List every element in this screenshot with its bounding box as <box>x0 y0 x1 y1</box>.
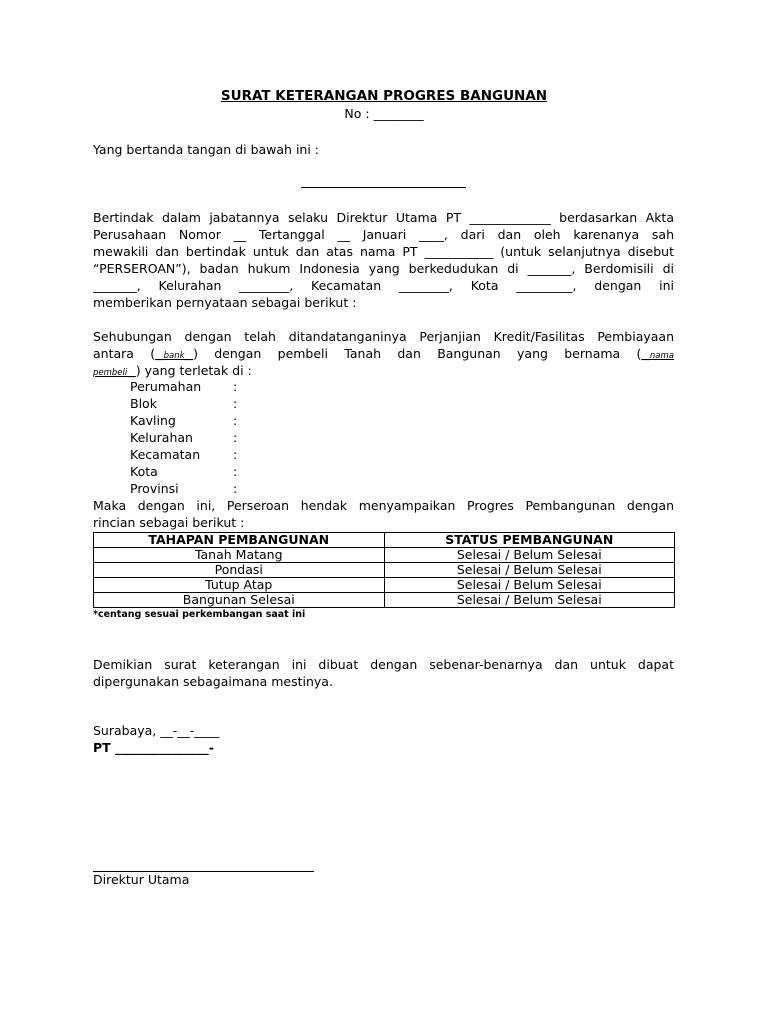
field-label: Kota <box>130 464 158 479</box>
agreement-text: ) dengan pembeli Tanah dan Bangunan yang bernama ( <box>193 346 642 361</box>
paragraph-progress <box>93 497 674 531</box>
progress-table <box>93 532 675 608</box>
place-date: Surabaya, __-__-____ <box>93 723 220 738</box>
location-field <box>130 429 237 446</box>
paragraph-line <box>93 362 674 379</box>
paragraph-line: Maka dengan ini, Perseroan hendak menyampaikan Progres Pembangunan dengan <box>93 498 674 513</box>
stage-cell: Tutup Atap <box>94 578 385 593</box>
field-label: Kavling <box>130 413 176 428</box>
table-row <box>94 578 675 593</box>
location-field <box>130 463 237 480</box>
signature-title: Direktur Utama <box>93 872 190 887</box>
field-separator: : <box>233 430 238 445</box>
paragraph-line: “PERSEROAN”), badan hukum Indonesia yang berkedudukan di _______, Berdomisili di <box>93 261 674 276</box>
status-cell: Selesai / Belum Selesai <box>384 578 675 593</box>
agreement-text: ) yang terletak di : <box>135 363 252 378</box>
buyer-placeholder: __nama <box>641 351 674 361</box>
stage-cell: Tanah Matang <box>94 548 385 563</box>
paragraph-line: Demikian surat keterangan ini dibuat dengan sebenar-benarnya dan untuk dapat <box>93 657 674 672</box>
field-label: Kelurahan <box>130 430 193 445</box>
signer-name-line <box>301 187 466 188</box>
paragraph-line: Perusahaan Nomor __ Tertanggal __ Januari ____, dari dan oleh karenanya sah <box>93 227 674 242</box>
field-separator: : <box>233 396 238 411</box>
location-field <box>130 395 237 412</box>
paragraph-line: _______, Kelurahan ________, Kecamatan ________, Kota _________, dengan ini <box>93 278 674 293</box>
intro-text: Yang bertanda tangan di bawah ini : <box>93 142 320 157</box>
paragraph-line: memberikan pernyataan sebagai berikut : <box>93 295 357 310</box>
paragraph-closing <box>93 656 674 690</box>
status-cell: Selesai / Belum Selesai <box>384 593 675 608</box>
table-note: *centang sesuai perkembangan saat ini <box>93 609 306 620</box>
agreement-text: antara ( <box>93 346 156 361</box>
location-field <box>130 412 237 429</box>
table-header-row <box>94 533 675 548</box>
stage-cell: Bangunan Selesai <box>94 593 385 608</box>
table-row <box>94 563 675 578</box>
paragraph-authority <box>93 209 674 311</box>
field-label: Perumahan <box>130 379 202 394</box>
letter-number: No : ________ <box>344 106 424 121</box>
field-label: Kecamatan <box>130 447 201 462</box>
location-field <box>130 446 237 463</box>
field-label: Provinsi <box>130 481 179 496</box>
paragraph-line: Sehubungan dengan telah ditandatanganinya Perjanjian Kredit/Fasilitas Pembiayaan <box>93 329 674 344</box>
paragraph-line: Bertindak dalam jabatannya selaku Direktur Utama PT _____________ berdasarkan Akta <box>93 210 674 225</box>
field-label: Blok <box>130 396 157 411</box>
field-separator: : <box>233 379 238 394</box>
paragraph-line: rincian sebagai berikut : <box>93 515 245 530</box>
status-cell: Selesai / Belum Selesai <box>384 548 675 563</box>
buyer-placeholder: pembeli__ <box>93 368 136 378</box>
field-separator: : <box>233 413 238 428</box>
status-cell: Selesai / Belum Selesai <box>384 563 675 578</box>
field-separator: : <box>233 447 238 462</box>
stage-cell: Pondasi <box>94 563 385 578</box>
table-row <box>94 548 675 563</box>
paragraph-line: mewakili dan bertindak untuk dan atas nama PT ___________ (untuk selanjutnya disebut <box>93 244 674 259</box>
column-header: STATUS PEMBANGUNAN <box>384 533 675 548</box>
field-separator: : <box>233 464 238 479</box>
page-title: SURAT KETERANGAN PROGRES BANGUNAN <box>220 88 548 104</box>
column-header: TAHAPAN PEMBANGUNAN <box>94 533 385 548</box>
location-field <box>130 480 237 497</box>
table-row <box>94 593 675 608</box>
paragraph-line <box>93 345 674 362</box>
location-field <box>130 378 237 395</box>
bank-placeholder: __bank__ <box>155 351 194 361</box>
paragraph-line: dipergunakan sebagaimana mestinya. <box>93 674 333 689</box>
company-name-line: PT _______________- <box>93 740 214 755</box>
paragraph-agreement <box>93 328 674 379</box>
field-separator: : <box>233 481 238 496</box>
